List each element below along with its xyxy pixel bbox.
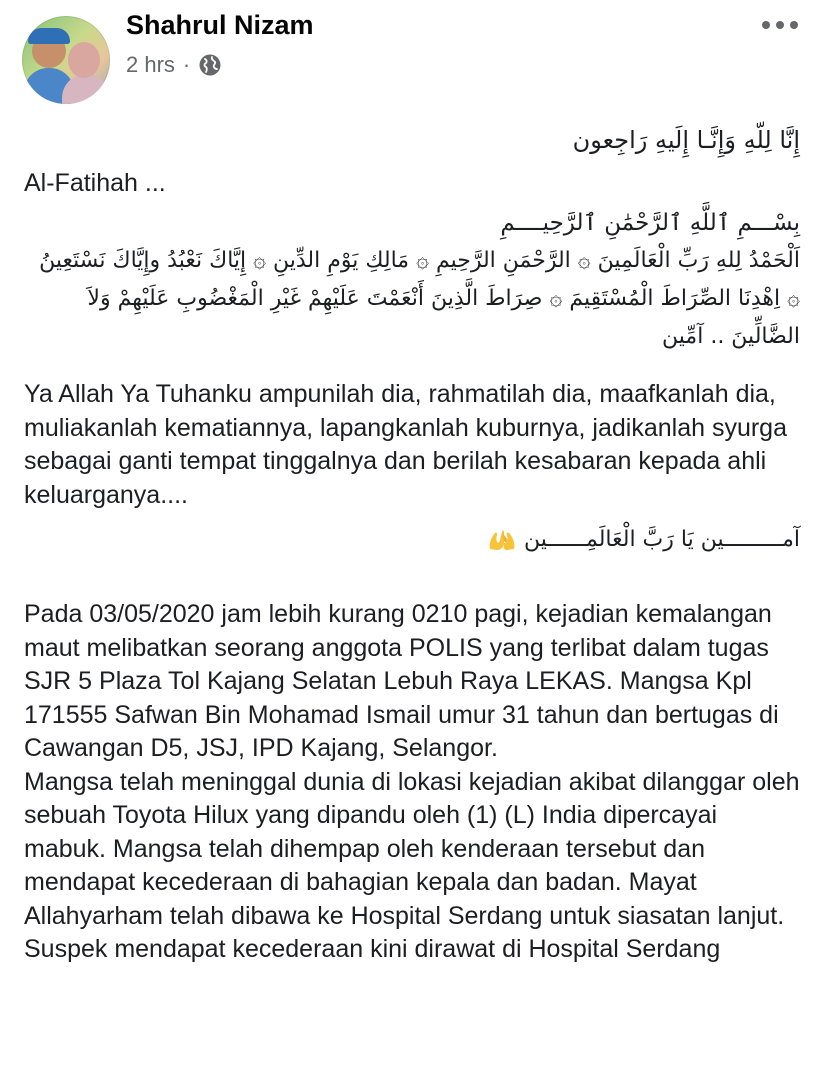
praying-hands-icon (487, 529, 517, 551)
author-name[interactable]: Shahrul Nizam (126, 10, 314, 40)
globe-icon[interactable] (198, 53, 222, 77)
post-header (0, 0, 824, 110)
author-avatar[interactable] (22, 16, 110, 104)
avatar-cap (28, 28, 70, 44)
news-paragraph (24, 598, 800, 967)
arabic-opening: إِنَّا لِلّهِ وَإِنَّـا إِلَيهِ رَاجِعون (572, 126, 800, 154)
dot (776, 21, 784, 29)
dot (762, 21, 770, 29)
avatar-face-right (68, 42, 100, 78)
amin-text: آمـــــــــين يَا رَبَّ الْعَالَمِــــــين (523, 527, 800, 552)
dot (790, 21, 798, 29)
news-text: Pada 03/05/2020 jam lebih kurang 0210 pagi, kejadian kemalangan maut melibatkan seorang anggota POLIS yang terlibat dalam tugas SJR 5 Plaza Tol Kajang Selatan Lebuh Raya LEKAS. Mangsa Kpl 171555 Safwan Bin Mohamad Ismail umur 31 tahun dan bertugas di Cawangan D5, JSJ, IPD Kajang, Selangor. Mangsa telah meninggal dunia di lokasi kejadian akibat dilanggar oleh sebuah Toyota Hilux yang dipandu oleh (1) (L) India dipercayai mabuk. Mangsa telah dihempap oleh kenderaan tersebut dan mendapat kecederaan di bahagian kepala dan badan. Mayat Allahyarham telah dibawa ke Hospital Serdang untuk siasatan lanjut. Suspek mendapat kecederaan kini dirawat di Hospital Serdang (24, 600, 800, 963)
doa-paragraph: Ya Allah Ya Tuhanku ampunilah dia, rahmatilah dia, maafkanlah dia, muliakanlah kematiannya, lapangkanlah kuburnya, jadikanlah syurga sebagai ganti tempat tinggalnya dan berilah kesabaran kepada ahli keluarganya.... (24, 380, 787, 509)
post-meta (126, 52, 222, 78)
post-time[interactable]: 2 hrs (126, 52, 175, 77)
more-options-icon[interactable] (762, 18, 798, 32)
alfatihah-title: Al-Fatihah ... (24, 169, 166, 197)
amin-line (24, 520, 800, 560)
bismillah: بِسْـــمِ ٱللَّهِ ٱلرَّحْمَٰنِ ٱلرَّحِيــــمِ (500, 210, 800, 236)
meta-separator: · (182, 52, 191, 77)
fatihah-verses: اَلْحَمْدُ لِلهِ رَبِّ الْعَالَمِينَ ۞ الرَّحْمَنِ الرَّحِيمِ ۞ مَالِكِ يَوْمِ الدِّينِ ۞ إِيَّاكَ نَعْبُدُ وإِيَّاكَ نَسْتَعِينُ ۞ اِهْدِنَا الصِّرَاطَ الْمُسْتَقِيمَ ۞ صِرَاطَ الَّذِينَ أَنْعَمْتَ عَلَيْهِمْ غَيْرِ الْمَغْضُوبِ عَلَيْهِمْ وَلاَ الضَّالِّينَ .. آمِّين (39, 248, 800, 349)
